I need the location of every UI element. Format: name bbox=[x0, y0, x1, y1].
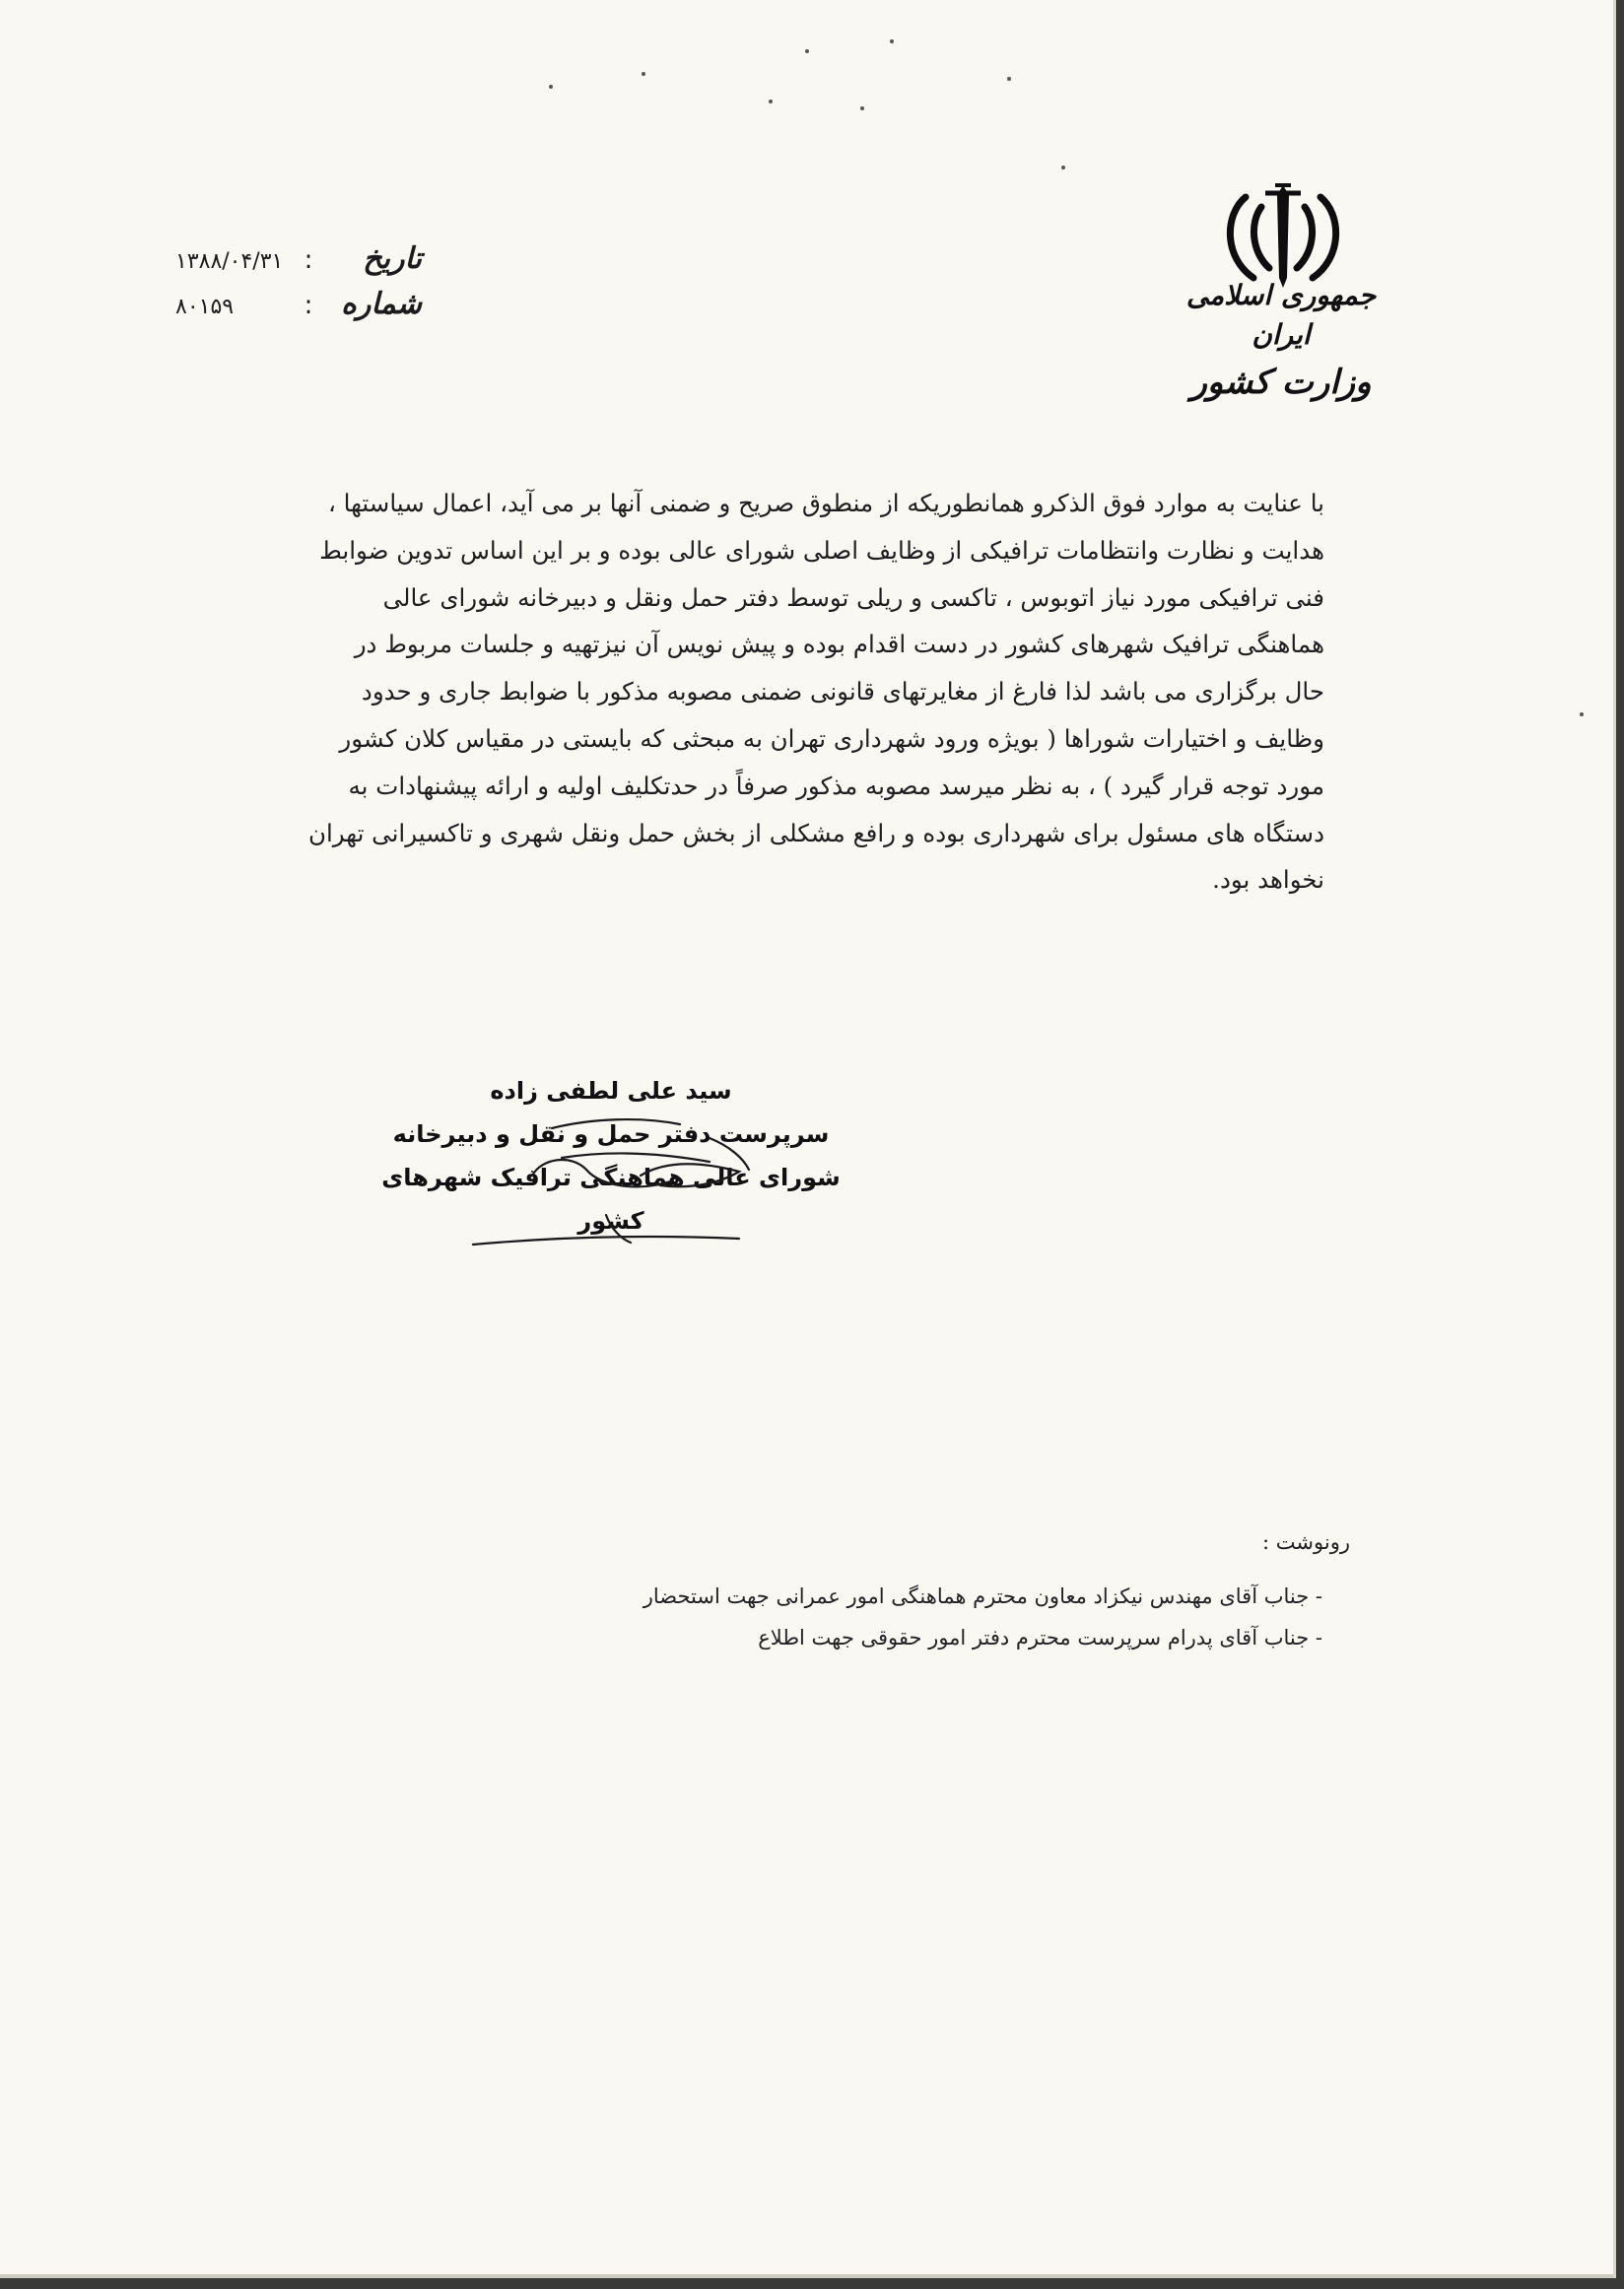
date-label: تاریخ bbox=[363, 241, 422, 276]
scan-speck bbox=[805, 49, 809, 53]
date-value: ۱۳۸۸/۰۴/۳۱ bbox=[175, 249, 284, 274]
scan-speck bbox=[549, 85, 553, 89]
ministry-name: وزارت کشور bbox=[1190, 363, 1372, 402]
body-line: با عنایت به موارد فوق الذکرو همانطوریکه از منطوق صریح و ضمنی آنها بر می آید، اعمال سیاستها ، bbox=[327, 489, 1324, 517]
number-label: شماره bbox=[341, 287, 422, 321]
letterhead bbox=[1173, 276, 1389, 410]
body-line: دستگاه های مسئول برای شهرداری بوده و رافع مشکلی از بخش حمل ونقل شهری و تاکسیرانی تهران bbox=[307, 818, 1324, 847]
signer-name: سید علی لطفی زاده bbox=[490, 1077, 732, 1105]
number-separator: : bbox=[304, 291, 313, 320]
signer-council: شورای عالی هماهنگی ترافیک شهرهای کشور bbox=[381, 1164, 841, 1235]
scan-speck bbox=[642, 72, 645, 76]
cc-recipient: - جناب آقای پدرام سرپرست محترم دفتر امور حقوقی جهت اطلاع bbox=[758, 1626, 1322, 1649]
scan-edge-right bbox=[1616, 0, 1624, 2289]
body-line: فنی ترافیکی مورد نیاز اتوبوس ، تاکسی و ریلی توسط دفتر حمل ونقل و دبیرخانه شورای عالی bbox=[382, 582, 1324, 612]
signer-title: سرپرست دفتر حمل و نقل و دبیرخانه bbox=[392, 1120, 830, 1148]
body-line: حال برگزاری می باشد لذا فارغ از مغایرتهای قانونی ضمنی مصوبه مذکور با ضوابط جاری و حدود bbox=[361, 677, 1324, 707]
number-row bbox=[166, 287, 422, 332]
body-line: نخواهد بود. bbox=[1212, 865, 1324, 895]
date-separator: : bbox=[304, 245, 313, 275]
handwritten-signature bbox=[414, 1099, 828, 1256]
reference-block bbox=[166, 241, 422, 332]
country-name: جمهوری اسلامی ایران bbox=[1185, 279, 1377, 351]
date-row bbox=[166, 241, 422, 287]
scan-speck bbox=[1580, 712, 1584, 716]
body-line: هدایت و نظارت وانتظامات ترافیکی از وظایف اصلی شورای عالی بوده و بر این اساس تدوین ضوابط bbox=[319, 535, 1324, 565]
body-line: هماهنگی ترافیک شهرهای کشور در دست اقدام بوده و پیش نویس آن نیزتهیه و جلسات مربوط در bbox=[354, 630, 1324, 659]
scan-speck bbox=[769, 100, 773, 103]
scan-speck bbox=[890, 39, 894, 43]
body-line: وظایف و اختیارات شوراها ( بویژه ورود شهرداری تهران به مبحثی که بایستی در مقیاس کلان کشور bbox=[339, 723, 1324, 753]
carbon-copy-section bbox=[493, 1522, 1350, 1658]
body-line: مورد توجه قرار گیرد ) ، به نظر میرسد مصوبه مذکور صرفاً در حدتکلیف اولیه و ارائه پیشنهادات به bbox=[348, 771, 1324, 800]
scan-edge-bottom bbox=[0, 2278, 1624, 2289]
number-value: ۸۰۱۵۹ bbox=[175, 295, 235, 319]
scan-speck bbox=[860, 106, 864, 110]
cc-recipient: - جناب آقای مهندس نیکزاد معاون محترم هماهنگی امور عمرانی جهت استحضار bbox=[643, 1584, 1322, 1608]
cc-title: رونوشت : bbox=[1262, 1530, 1350, 1554]
scan-speck bbox=[1007, 77, 1011, 81]
letter-body bbox=[268, 480, 1324, 904]
scan-speck bbox=[1061, 166, 1065, 169]
